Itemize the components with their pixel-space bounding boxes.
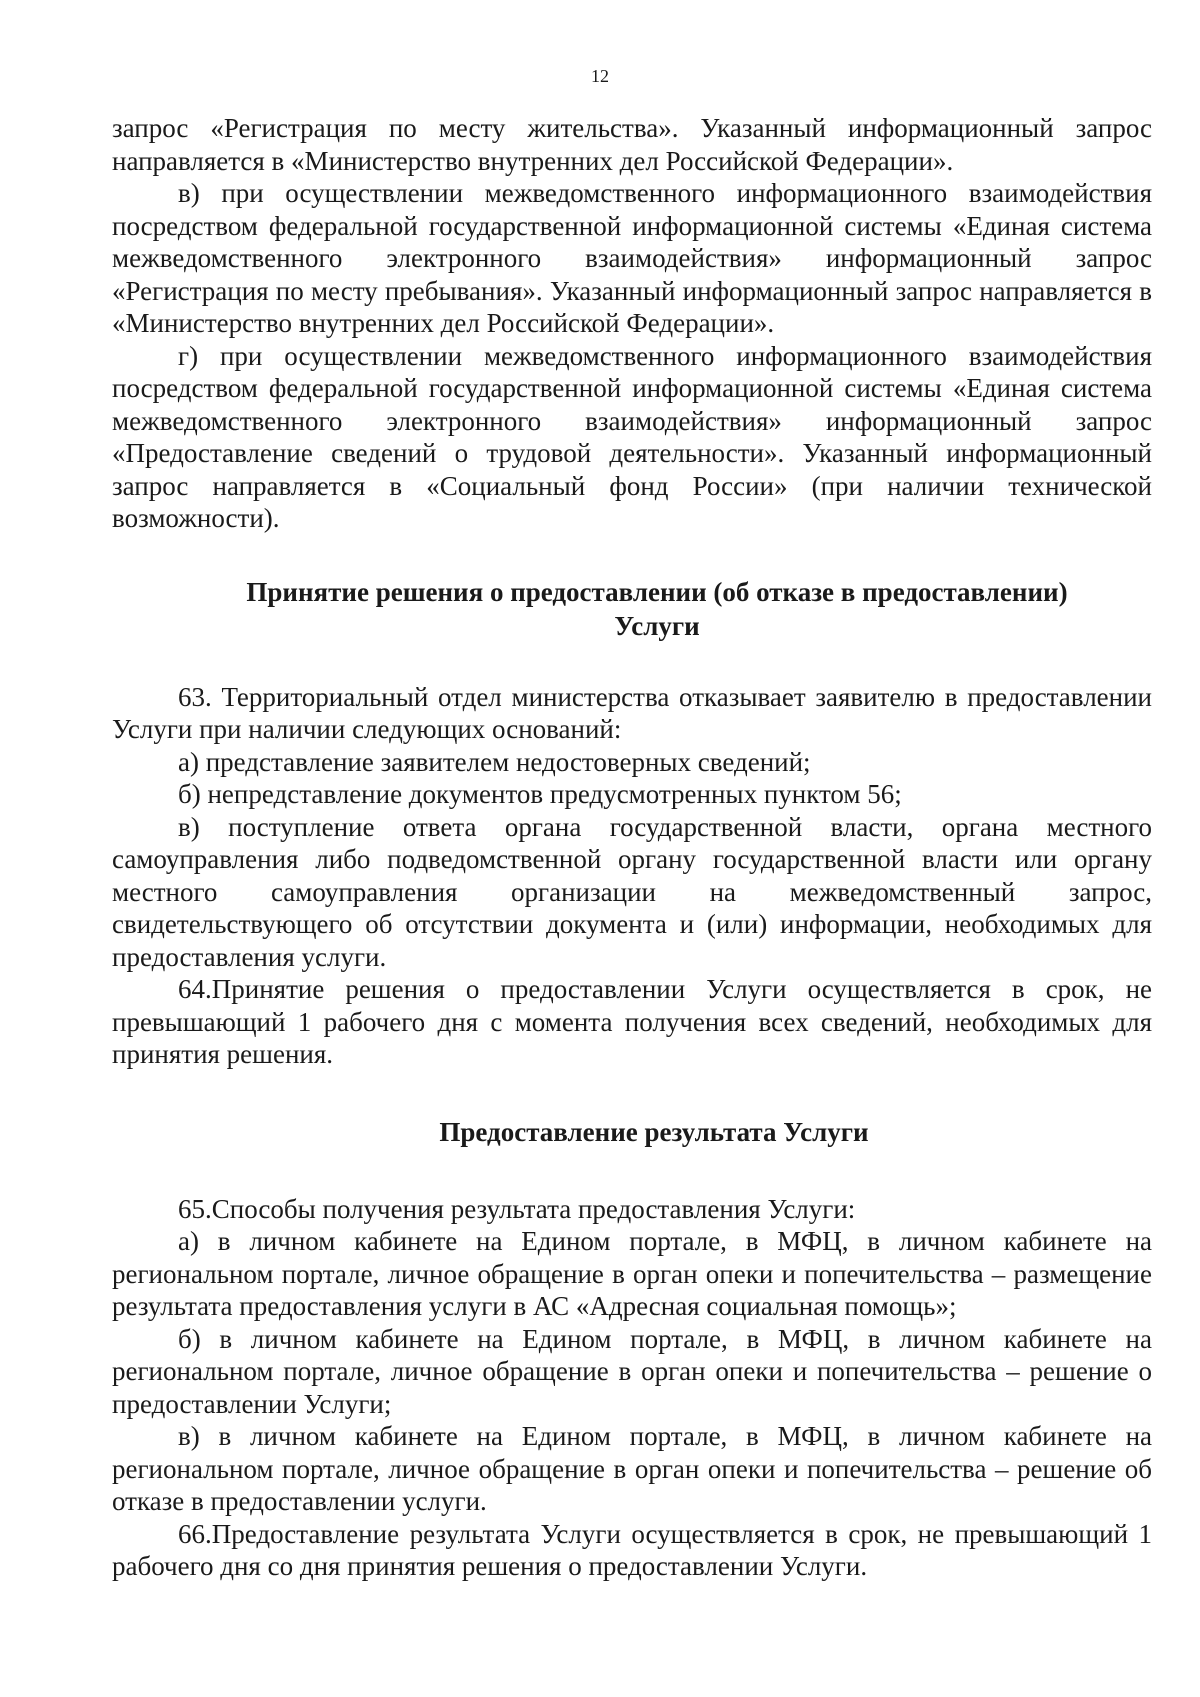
- section-heading-decision: [112, 575, 1152, 643]
- paragraph-item-g: г) при осуществлении межведомственного информационного взаимодействия посредством федеральной государственной информационной системы «Единая система межведомственного электронного взаимодействия» информационный запрос «Предоставление сведений о трудовой деятельности». Указанный информационный запрос направляется в «Социальный фонд России» (при наличии технической возможности).: [112, 340, 1152, 533]
- section-heading-decision-line1: Принятие решения о предоставлении (об отказе в предоставлении): [246, 576, 1068, 607]
- paragraph-continuation: запрос «Регистрация по месту жительства». Указанный информационный запрос направляется в «Министерство внутренних дел Российской Федерации».: [112, 113, 1152, 176]
- paragraph-63-b: б) непредставление документов предусмотренных пунктом 56;: [178, 779, 902, 809]
- paragraph-65-b: б) в личном кабинете на Едином портале, в МФЦ, в личном кабинете на региональном портале, личное обращение в орган опеки и попечительства – решение о предоставлении Услуги;: [112, 1323, 1152, 1419]
- section-heading-decision-line2: Услуги: [614, 610, 700, 641]
- paragraph-63-v: в) поступление ответа органа государственной власти, органа местного самоуправления либо подведомственной органу государственной власти или органу местного самоуправления организации на межведомственный запрос, свидетельствующего об отсутствии документа и (или) информации, необходимых для предоставления услуги.: [112, 811, 1152, 972]
- paragraph-65-v: в) в личном кабинете на Едином портале, в МФЦ, в личном кабинете на региональном портале, личное обращение в орган опеки и попечительства – решение об отказе в предоставлении услуги.: [112, 1421, 1152, 1516]
- paragraph-66: 66.Предоставление результата Услуги осуществляется в срок, не превышающий 1 рабочего дня со дня принятия решения о предоставлении Услуги.: [112, 1518, 1152, 1581]
- page-number: 12: [591, 66, 609, 86]
- document-body: [112, 112, 1152, 1583]
- paragraph-64: 64.Принятие решения о предоставлении Услуги осуществляется в срок, не превышающий 1 рабочего дня с момента получения всех сведений, необходимых для принятия решения.: [112, 974, 1152, 1069]
- paragraph-63: 63. Территориальный отдел министерства отказывает заявителю в предоставлении Услуги при наличии следующих оснований:: [112, 681, 1152, 744]
- paragraph-item-v: в) при осуществлении межведомственного информационного взаимодействия посредством федеральной государственной информационной системы «Единая система межведомственного электронного взаимодействия» информационный запрос «Регистрация по месту пребывания». Указанный информационный запрос направляется в «Министерство внутренних дел Российской Федерации».: [112, 178, 1152, 338]
- paragraph-65: 65.Способы получения результата предоставления Услуги:: [178, 1193, 856, 1224]
- paragraph-63-a: а) представление заявителем недостоверных сведений;: [178, 746, 811, 777]
- section-heading-result: Предоставление результата Услуги: [439, 1116, 869, 1147]
- paragraph-65-a: а) в личном кабинете на Едином портале, в МФЦ, в личном кабинете на региональном портале, личное обращение в орган опеки и попечительства – размещение результата предоставления услуги в АС «Адресная социальная помощь»;: [112, 1226, 1152, 1321]
